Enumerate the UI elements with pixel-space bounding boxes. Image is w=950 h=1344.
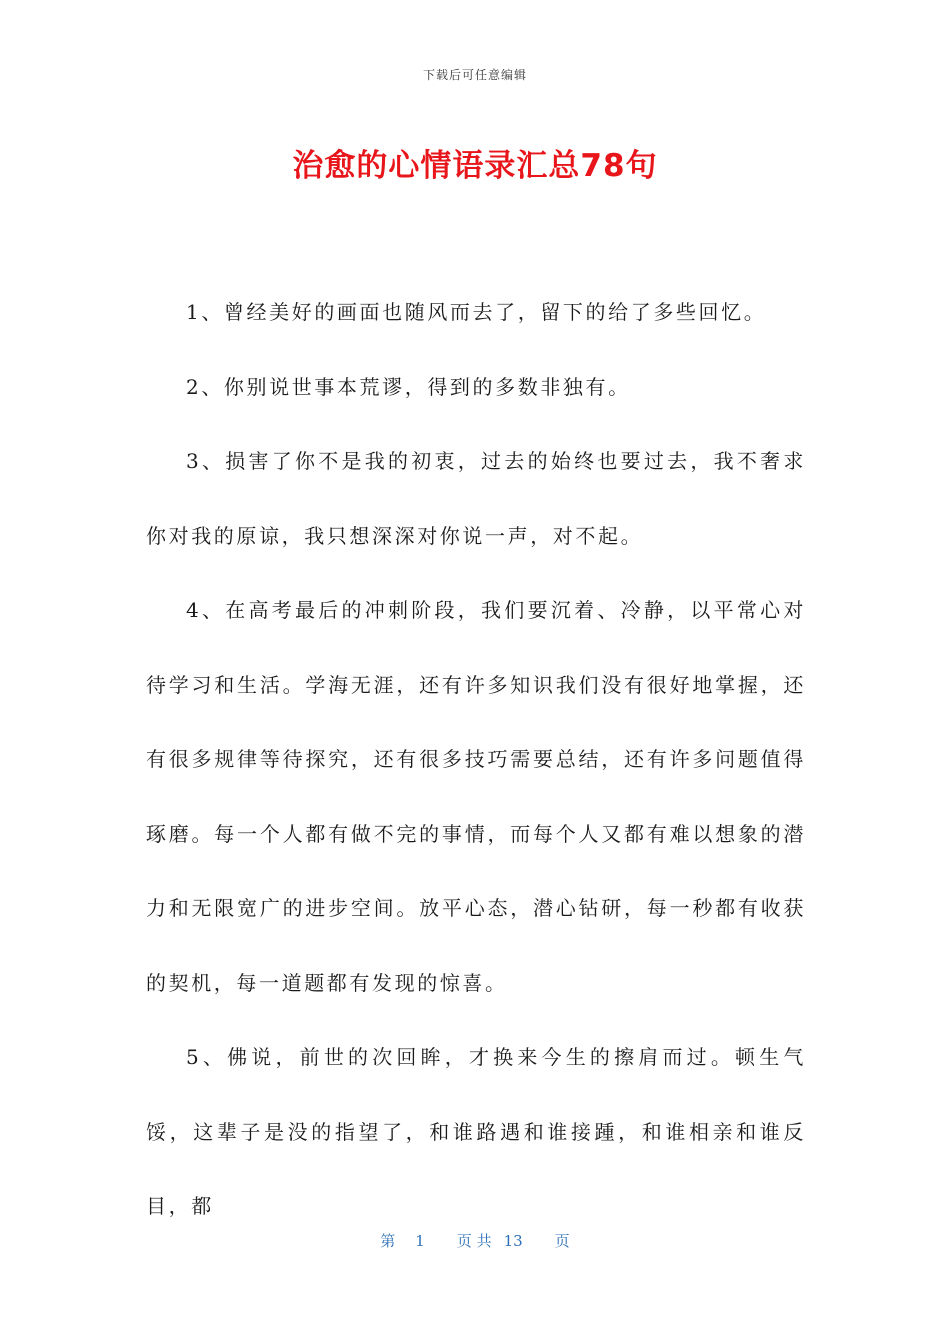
document-title: 治愈的心情语录汇总78句	[292, 148, 658, 184]
footer-prefix: 第	[380, 1232, 396, 1250]
footer-suffix: 页	[554, 1232, 570, 1250]
footer-current-page: 1	[415, 1232, 425, 1250]
paragraph-1: 1、曾经美好的画面也随风而去了，留下的给了多些回忆。	[186, 300, 767, 324]
paragraph-2: 2、你别说世事本荒谬，得到的多数非独有。	[186, 374, 631, 399]
paragraph-5: 5、佛说，前世的次回眸，才换来今生的擦肩而过。顿生气馁，这辈子是没的指望了，和谁路遇和谁接踵，和谁相亲和谁反目，都	[146, 1045, 806, 1218]
header-note: 下载后可任意编辑	[422, 68, 527, 82]
document-body	[146, 275, 806, 1244]
paragraph-4: 4、在高考最后的冲刺阶段，我们要沉着、冷静，以平常心对待学习和生活。学海无涯，还有许多知识我们没有很好地掌握，还有很多规律等待探究，还有很多技巧需要总结，还有许多问题值得琢磨。每一个人都有做不完的事情，而每个人又都有难以想象的潜力和无限宽广的进步空间。放平心态，潜心钻研，每一秒都有收获的契机，每一道题都有发现的惊喜。	[146, 598, 806, 995]
paragraph-3: 3、损害了你不是我的初衷，过去的始终也要过去，我不奢求你对我的原谅，我只想深深对你说一声，对不起。	[146, 449, 806, 548]
page-footer	[0, 1230, 950, 1251]
footer-middle: 页 共	[456, 1232, 492, 1250]
footer-total-pages: 13	[503, 1232, 523, 1250]
